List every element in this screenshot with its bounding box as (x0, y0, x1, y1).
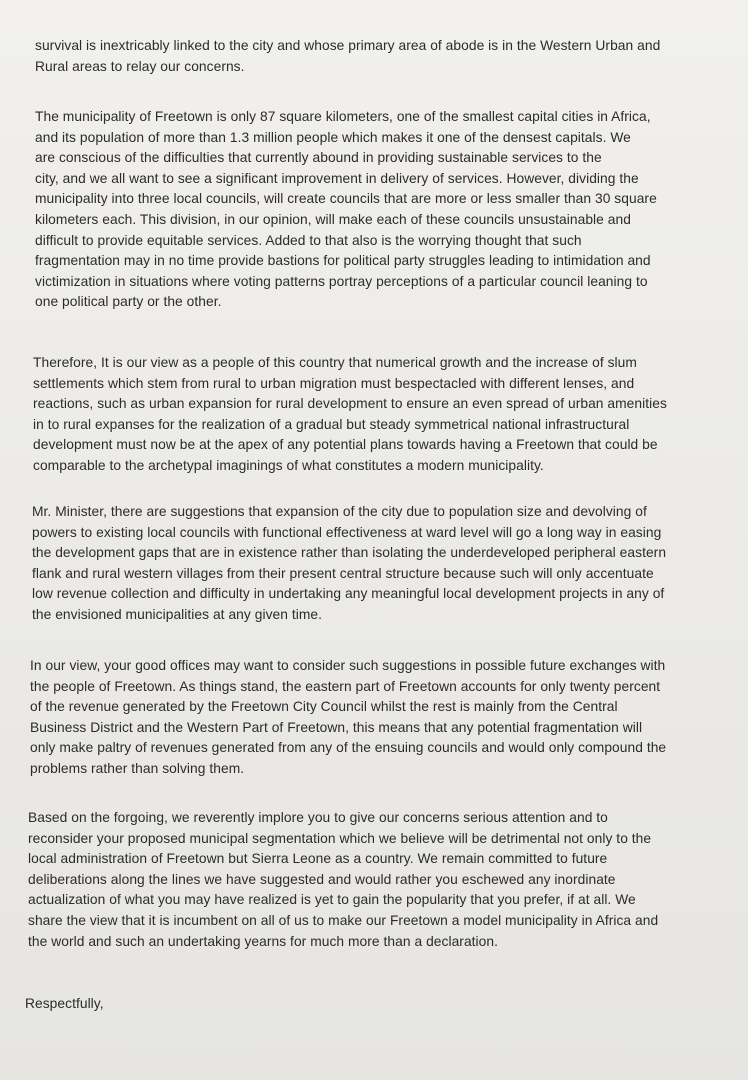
paragraph-intro-continuation: survival is inextricably linked to the city and whose primary area of abode is in the Western Urban and Rural areas to relay our concerns. (35, 38, 661, 74)
paragraph-conclusion: Based on the forgoing, we reverently implore you to give our concerns serious attention and to reconsider your proposed municipal segmentation which we believe will be detrimental not only to the local administration of Freetown but Sierra Leone as a country. We remain committed to future deliberations along the lines we have suggested and would rather you eschewed any inordinate actualization of what you may have realized is yet to gain the popularity that you prefer, if at all. We share the view that it is incumbent on all of us to make our Freetown a model municipality in Africa and the world and such an undertaking yearns for much more than a declaration. (28, 810, 659, 949)
paragraph-municipality-size: The municipality of Freetown is only 87 square kilometers, one of the smallest capital cities in Africa, and its population of more than 1.3 million people which makes it one of the densest capitals. We are conscious of the difficulties that currently abound in providing sustainable services to the city, and we all want to see a significant improvement in delivery of services. However, dividing the municipality into three local councils, will create councils that are more or less smaller than 30 square kilometers each. This division, in our opinion, will make each of these councils unsustainable and difficult to provide equitable services. Added to that also is the worrying thought that such fragmentation may in no time provide bastions for political party struggles leading to intimidation and victimization in situations where voting patterns portray perceptions of a particular council leaning to one political party or the other. (35, 109, 657, 310)
paragraph-minister-suggestions: Mr. Minister, there are suggestions that expansion of the city due to population size and devolving of powers to existing local councils with functional effectiveness at ward level will go a long way in easing the development gaps that are in existence rather than isolating the underdeveloped peripheral eastern flank and rural western villages from their present central structure because such will only accentuate low revenue collection and difficulty in undertaking any meaningful local development projects in any of the envisioned municipalities at any given time. (32, 504, 667, 622)
signoff: Respectfully, (25, 996, 104, 1011)
paragraph-urban-growth: Therefore, It is our view as a people of this country that numerical growth and the increase of slum settlements which stem from rural to urban migration must bespectacled with different lenses, and reactions, such as urban expansion for rural development to ensure an even spread of urban amenities in to rural expanses for the realization of a gradual but steady symmetrical national infrastructural development must now be at the apex of any potential plans towards having a Freetown that could be comparable to the archetypal imaginings of what constitutes a modern municipality. (33, 355, 667, 473)
paragraph-revenue: In our view, your good offices may want to consider such suggestions in possible future exchanges with the people of Freetown. As things stand, the eastern part of Freetown accounts for only twenty percent of the revenue generated by the Freetown City Council whilst the rest is mainly from the Central Business District and the Western Part of Freetown, this means that any potential fragmentation will only make paltry of revenues generated from any of the ensuing councils and would only compound the problems rather than solving them. (30, 658, 667, 776)
